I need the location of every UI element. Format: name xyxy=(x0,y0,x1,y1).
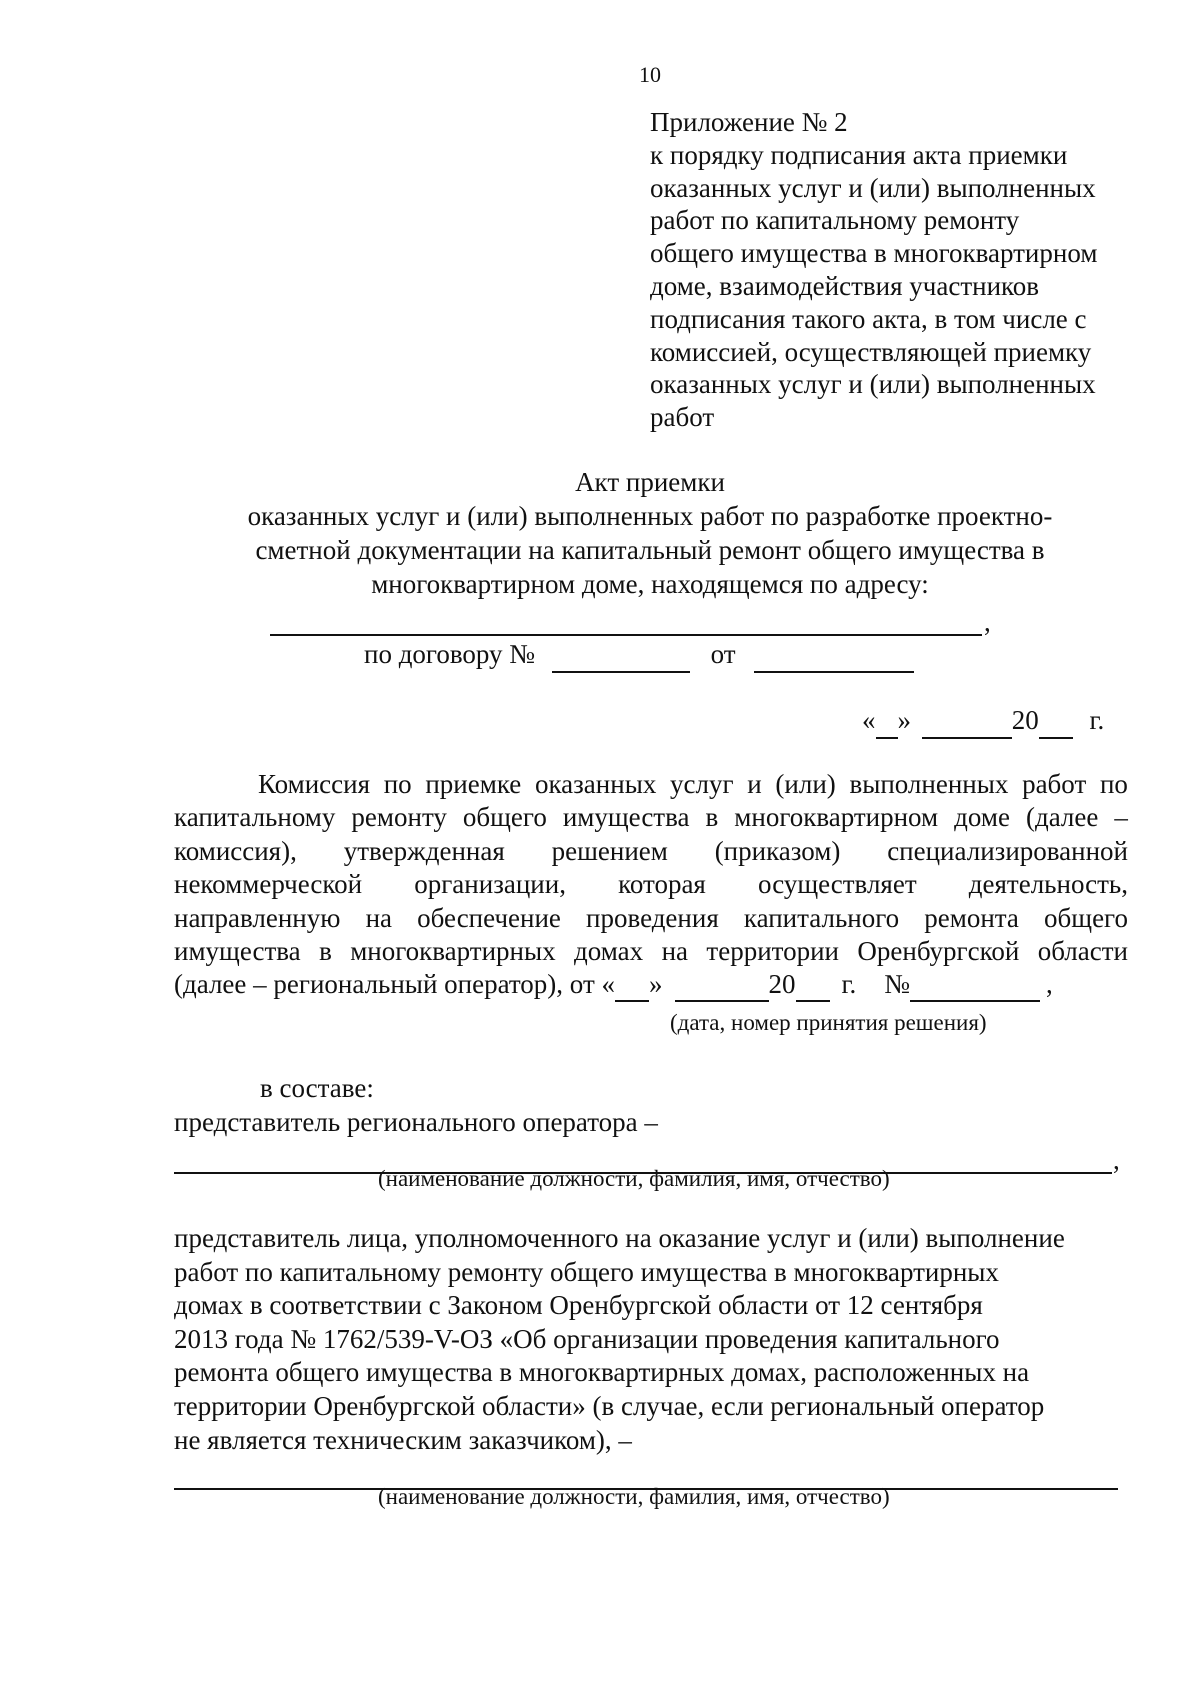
commission-word: утвержденная xyxy=(343,835,505,866)
decision-comma: , xyxy=(1046,969,1053,1000)
commission-word: обеспечение xyxy=(417,902,561,933)
rep2-paragraph xyxy=(174,1222,1134,1457)
decision-day-blank xyxy=(615,968,649,1001)
commission-word: приемке xyxy=(425,769,522,799)
commission-line-3 xyxy=(174,868,1128,901)
commission-word: и xyxy=(747,769,762,799)
commission-word: Оренбургской xyxy=(857,935,1020,966)
commission-word: общего xyxy=(462,802,547,833)
commission-word: – xyxy=(1114,802,1128,833)
title-line: сметной документации на капитальный ремонт общего имущества в xyxy=(255,535,1045,565)
rep2-line: не является техническим заказчиком), – xyxy=(174,1424,632,1455)
rep2-line: ремонта общего имущества в многоквартирных домах, расположенных на xyxy=(174,1357,1030,1388)
appendix-line: оказанных услуг и (или) выполненных xyxy=(650,369,1096,400)
rep1-comma: , xyxy=(1113,1145,1120,1175)
address-blank-line xyxy=(270,634,982,636)
commission-word: капитальному xyxy=(174,802,336,833)
decision-caption: (дата, номер принятия решения) xyxy=(670,1010,987,1035)
commission-word: (или) xyxy=(775,769,836,799)
appendix-line: подписания такого акта, в том числе с xyxy=(650,303,1087,334)
rep1-caption: (наименование должности, фамилия, имя, отчество) xyxy=(378,1166,890,1191)
rep2-line: представитель лица, уполномоченного на оказание услуг и (или) выполнение xyxy=(174,1223,1065,1253)
commission-word: общего xyxy=(1044,902,1128,933)
commission-word: выполненных xyxy=(849,769,1009,799)
day-blank xyxy=(876,704,898,739)
act-title xyxy=(200,466,1100,602)
commission-line-5 xyxy=(174,935,1128,968)
commission-word: оказанных xyxy=(534,769,657,799)
commission-word: осуществляет xyxy=(758,869,917,900)
appendix-line: комиссией, осуществляющей приемку xyxy=(650,336,1092,367)
contract-prefix: по договору № xyxy=(364,639,536,669)
commission-word: в xyxy=(705,802,719,833)
commission-word: по xyxy=(1099,769,1128,799)
commission-word: домах xyxy=(574,935,644,966)
commission-word: Комиссия xyxy=(258,769,371,799)
decision-year-blank xyxy=(796,968,830,1001)
commission-word: области xyxy=(1037,935,1128,966)
decision-number-sign: № xyxy=(884,969,911,1000)
contract-from: от xyxy=(710,639,736,669)
year-suffix: г. xyxy=(1089,705,1105,735)
act-date-line xyxy=(862,704,1104,739)
commission-word: территории xyxy=(706,935,839,966)
rep2-line: территории Оренбургской области» (в случае, если региональный оператор xyxy=(174,1390,1045,1421)
commission-word: капитального xyxy=(743,902,900,933)
commission-line-4 xyxy=(174,902,1128,935)
rep1-label: представитель регионального оператора – xyxy=(174,1107,658,1137)
commission-last-line xyxy=(174,968,1128,1001)
commission-word: многоквартирном xyxy=(734,802,939,833)
commission-last-text: (далее – региональный оператор), от « xyxy=(174,969,615,1000)
contract-date-blank xyxy=(754,638,914,673)
commission-word: имущества xyxy=(174,935,301,966)
commission-word: на xyxy=(365,902,393,933)
title-line: многоквартирном доме, находящемся по адресу: xyxy=(371,569,929,599)
address-comma: , xyxy=(984,607,991,637)
commission-word: по xyxy=(383,769,412,799)
appendix-line: к порядку подписания акта приемки xyxy=(650,139,1068,170)
page-number: 10 xyxy=(639,62,661,87)
rep2-line: работ по капитальному ремонту общего имущества в многоквартирных xyxy=(174,1256,999,1287)
commission-word: деятельность, xyxy=(968,869,1128,900)
commission-word: услуг xyxy=(670,769,734,799)
commission-word: (приказом) xyxy=(714,835,841,866)
commission-word: которая xyxy=(618,869,706,900)
commission-word: в xyxy=(319,935,332,966)
appendix-line: оказанных услуг и (или) выполненных xyxy=(650,172,1096,203)
title-line: оказанных услуг и (или) выполненных работ по разработке проектно- xyxy=(247,501,1053,531)
commission-word: на xyxy=(661,935,688,966)
decision-number-blank xyxy=(910,968,1040,1001)
commission-word: некоммерческой xyxy=(174,869,363,900)
decision-close-quote: » xyxy=(649,969,663,1000)
commission-word: ремонта xyxy=(924,902,1019,933)
appendix-header xyxy=(650,106,1170,434)
commission-word: (далее xyxy=(1025,802,1099,833)
commission-word: многоквартирных xyxy=(350,935,556,966)
year-prefix: 20 xyxy=(1011,705,1039,735)
rep2-line: 2013 года № 1762/539-V-ОЗ «Об организации проведения капитального xyxy=(174,1323,1000,1354)
composition-label: в составе: xyxy=(260,1073,374,1103)
commission-line-1 xyxy=(174,801,1128,834)
decision-month-blank xyxy=(675,968,769,1001)
rep2-caption: (наименование должности, фамилия, имя, отчество) xyxy=(378,1484,890,1509)
commission-word: решением xyxy=(551,835,668,866)
open-quote: « xyxy=(862,705,876,735)
title-line: Акт приемки xyxy=(575,467,725,497)
commission-word: имущества xyxy=(562,802,690,833)
commission-word: доме xyxy=(954,802,1010,833)
commission-word: комиссия), xyxy=(174,835,297,866)
commission-word: специализированной xyxy=(887,835,1128,866)
month-blank xyxy=(922,704,1012,739)
commission-word: ремонту xyxy=(351,802,447,833)
decision-year-suffix: г. xyxy=(841,969,857,1000)
appendix-line: доме, взаимодействия участников xyxy=(650,270,1040,301)
close-quote: » xyxy=(897,705,911,735)
year-blank xyxy=(1039,704,1073,739)
commission-paragraph xyxy=(174,768,1128,1002)
contract-number-blank xyxy=(552,638,690,673)
commission-line-2 xyxy=(174,835,1128,868)
appendix-line: общего имущества в многоквартирном xyxy=(650,238,1098,269)
commission-word: работ xyxy=(1022,769,1087,799)
commission-word: организации, xyxy=(414,869,566,900)
rep2-line: домах в соответствии с Законом Оренбургской области от 12 сентября xyxy=(174,1290,983,1321)
commission-line-0 xyxy=(174,768,1128,801)
decision-year-prefix: 20 xyxy=(768,969,796,1000)
appendix-line: Приложение № 2 xyxy=(650,107,848,137)
appendix-line: работ xyxy=(650,402,715,433)
commission-word: проведения xyxy=(586,902,719,933)
appendix-line: работ по капитальному ремонту xyxy=(650,205,1020,236)
commission-word: направленную xyxy=(174,902,341,933)
contract-line xyxy=(364,638,914,673)
